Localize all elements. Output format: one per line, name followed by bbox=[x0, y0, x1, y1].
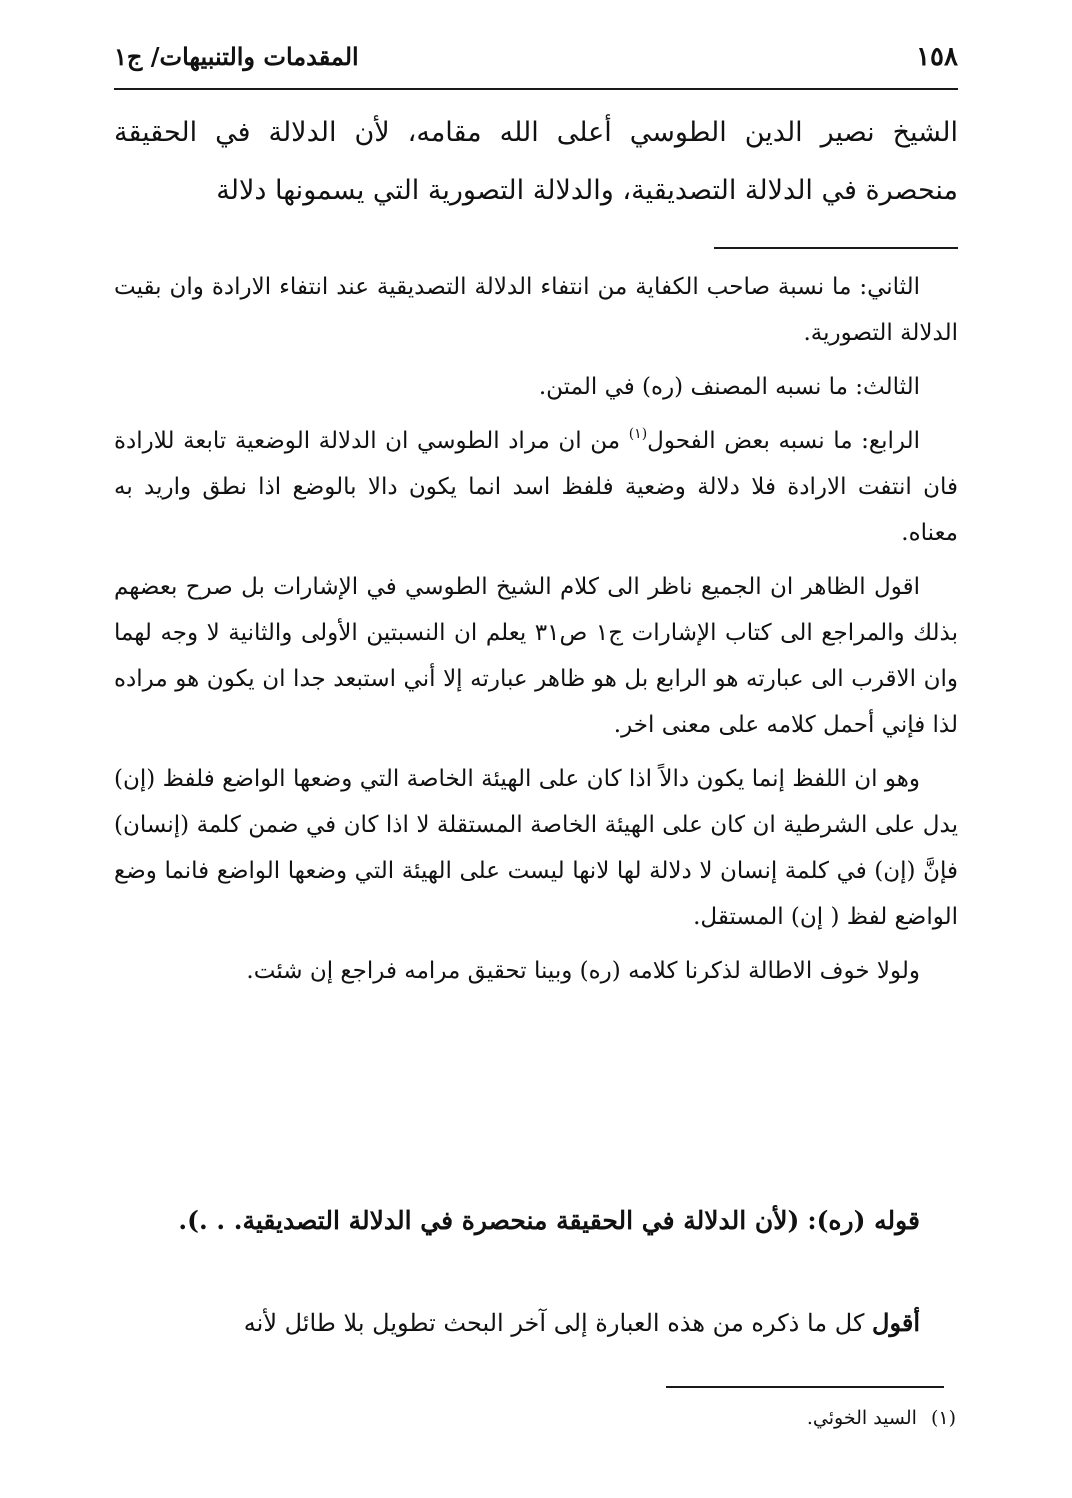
footnote bbox=[114, 1401, 956, 1435]
response-lead: أقول bbox=[872, 1308, 920, 1337]
header-rule bbox=[114, 88, 958, 90]
commentary-section bbox=[114, 264, 958, 994]
commentary-paragraph-fourth bbox=[114, 418, 958, 556]
page-header bbox=[114, 34, 958, 84]
commentary-separator-rule bbox=[714, 247, 958, 249]
footnote-text: السيد الخوئي. bbox=[806, 1407, 917, 1429]
main-text-paragraph: الشيخ نصير الدين الطوسي أعلى الله مقامه، لأن الدلالة في الحقيقة منحصرة في الدلالة التصديقية، والدلالة التصورية التي يسمونها دلالة bbox=[114, 117, 958, 206]
commentary-paragraph-explanation: وهو ان اللفظ إنما يكون دالاً اذا كان على الهيئة الخاصة التي وضعها الواضع فلفظ (إن) يدل على الشرطية ان كان على الهيئة الخاصة المستقلة لا اذا كان في ضمن كلمة (إنسان) فإنَّ (إن) في كلمة إنسان لا دلالة لها لانها ليست على الهيئة التي وضعها الواضع فانما وضع الواضع لفظ ( إن) المستقل. bbox=[114, 766, 958, 930]
response-paragraph bbox=[114, 1300, 958, 1346]
page-number: ١٥٨ bbox=[916, 42, 958, 72]
commentary-fourth-end: من ان مراد الطوسي ان الدلالة الوضعية تابعة للارادة فان انتفت الارادة فلا دلالة وضعية فلفظ اسد انما يكون دالا بالوضع اذا نطق واريد به معناه. bbox=[114, 428, 958, 546]
commentary-paragraph-aqul: اقول الظاهر ان الجميع ناظر الى كلام الشيخ الطوسي في الإشارات بل صرح بعضهم بذلك والمراجع الى كتاب الإشارات ج١ ص٣١ يعلم ان النسبتين الأولى والثانية لا وجه لهما وان الاقرب الى عبارته هو الرابع بل هو ظاهر عبارته إلا أني استبعد جدا ان يكون هو مراده لذا فإني أحمل كلامه على معنى اخر. bbox=[114, 574, 958, 738]
quote-main: (لأن الدلالة في الحقيقة منحصرة في الدلالة التصديقية. . .) bbox=[187, 1206, 800, 1235]
response-text: كل ما ذكره من هذه العبارة إلى آخر البحث تطويل بلا طائل لأنه bbox=[243, 1309, 873, 1337]
running-title: المقدمات والتنبيهات/ ج١ bbox=[114, 42, 359, 71]
footnote-separator-rule bbox=[666, 1386, 944, 1388]
footnote-reference: (١) bbox=[628, 426, 648, 442]
commentary-paragraph-second: الثاني: ما نسبة صاحب الكفاية من انتفاء الدلالة التصديقية عند انتفاء الارادة وان بقيت الدلالة التصورية. bbox=[114, 274, 958, 346]
commentary-paragraph-third: الثالث: ما نسبه المصنف (ره) في المتن. bbox=[538, 374, 920, 400]
commentary-fourth-start: الرابع: ما نسبه بعض الفحول bbox=[647, 428, 920, 454]
footnote-number: (١) bbox=[930, 1407, 956, 1429]
quoted-statement bbox=[114, 1195, 958, 1247]
quote-lead: قوله (ره): bbox=[807, 1206, 920, 1235]
quote-tail: . bbox=[178, 1206, 188, 1235]
commentary-paragraph-closing: ولولا خوف الاطالة لذكرنا كلامه (ره) وبينا تحقيق مرامه فراجع إن شئت. bbox=[246, 958, 920, 984]
